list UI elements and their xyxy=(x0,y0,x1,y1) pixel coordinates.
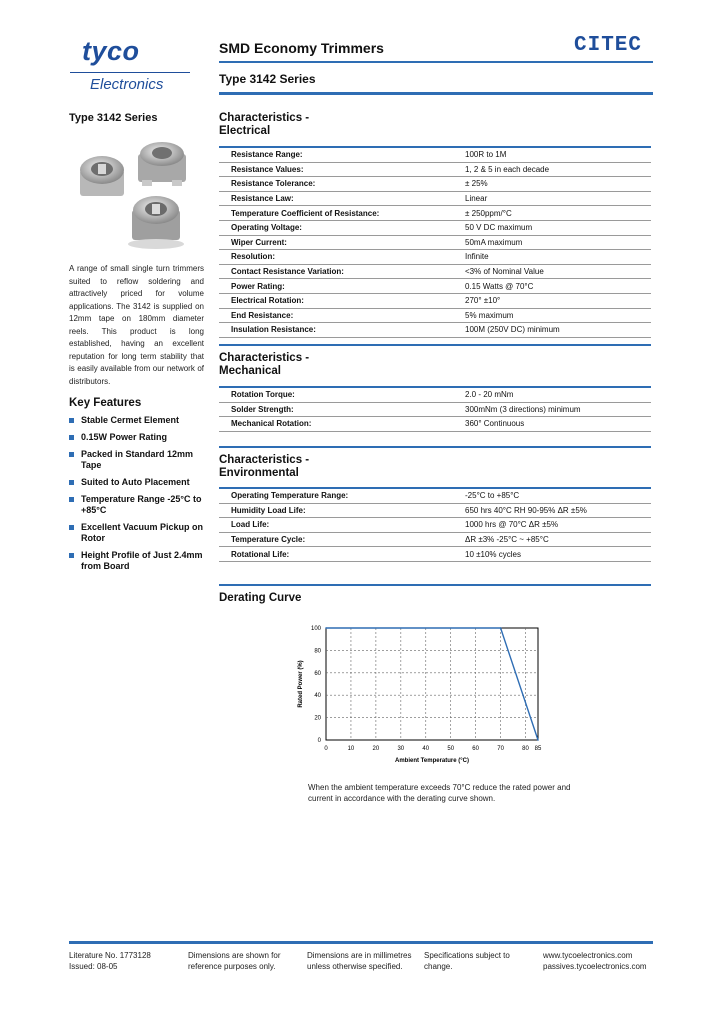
spec-row xyxy=(219,177,651,192)
spec-label: Humidity Load Life: xyxy=(219,503,453,518)
spec-row xyxy=(219,220,651,235)
spec-value: Linear xyxy=(453,191,651,206)
spec-value: <3% of Nominal Value xyxy=(453,264,651,279)
footer-line: Dimensions are in millimetres xyxy=(307,951,412,960)
spec-row xyxy=(219,191,651,206)
section-rule xyxy=(219,446,651,448)
y-tick-label: 0 xyxy=(317,738,321,744)
spec-value: ± 25% xyxy=(453,177,651,192)
spec-value: 100R to 1M xyxy=(453,147,651,162)
derating-point xyxy=(537,739,539,741)
spec-row xyxy=(219,264,651,279)
footer-literature xyxy=(69,950,151,972)
spec-value: 360° Continuous xyxy=(453,417,651,432)
product-photo-icon xyxy=(70,140,210,260)
spec-row xyxy=(219,532,651,547)
tyco-logo: tyco xyxy=(82,36,140,66)
spec-value: 5% maximum xyxy=(453,308,651,323)
spec-row xyxy=(219,293,651,308)
section-rule xyxy=(219,584,651,586)
footer-line: Specifications subject to xyxy=(424,951,510,960)
spec-label: Mechanical Rotation: xyxy=(219,417,453,432)
footer-line: Literature No. 1773128 xyxy=(69,951,151,960)
footer-line: change. xyxy=(424,962,453,971)
key-feature-item: 0.15W Power Rating xyxy=(69,432,209,443)
spec-row xyxy=(219,518,651,533)
spec-label: Resistance Tolerance: xyxy=(219,177,453,192)
x-tick-label: 50 xyxy=(447,746,455,752)
y-tick-label: 100 xyxy=(310,626,321,632)
spec-row xyxy=(219,279,651,294)
spec-value: 270° ±10° xyxy=(453,293,651,308)
page-title: SMD Economy Trimmers xyxy=(219,40,384,56)
footer-dimensions-note xyxy=(188,950,280,972)
spec-label: Resolution: xyxy=(219,250,453,265)
derating-chart xyxy=(290,620,550,770)
spec-label: End Resistance: xyxy=(219,308,453,323)
y-tick-label: 60 xyxy=(314,670,321,677)
electrical-section-title xyxy=(219,112,309,138)
section-title-line: Characteristics - xyxy=(219,352,310,364)
y-axis-label: Rated Power (%) xyxy=(298,660,304,708)
key-feature-item: Stable Cermet Element xyxy=(69,415,209,426)
y-tick-label: 20 xyxy=(314,715,321,722)
footer-spec-note xyxy=(424,950,510,972)
derating-point xyxy=(500,627,502,629)
spec-label: Operating Temperature Range: xyxy=(219,488,453,503)
spec-label: Contact Resistance Variation: xyxy=(219,264,453,279)
header-rule xyxy=(219,61,653,63)
spec-row xyxy=(219,162,651,177)
x-axis-label: Ambient Temperature (°C) xyxy=(395,758,469,764)
citec-logo: CITEC xyxy=(574,34,643,57)
x-tick-label: 20 xyxy=(372,746,380,752)
spec-value: 650 hrs 40°C RH 90-95% ΔR ±5% xyxy=(453,503,651,518)
x-tick-label: 40 xyxy=(422,746,430,752)
section-title-line: Characteristics - xyxy=(219,112,310,124)
key-features-list xyxy=(69,415,209,578)
footer-line: reference purposes only. xyxy=(188,962,276,971)
spec-row xyxy=(219,488,651,503)
product-description: A range of small single turn trimmers suited to reflow soldering and attractively priced for volume applications. The 3142 is supplied on 12mm tape on 180mm diameter reels. This product is long established, having an excellent reputation for long term stability that is easily available from our network of distributors. xyxy=(69,264,204,386)
spec-row xyxy=(219,308,651,323)
footer-rule xyxy=(69,941,653,944)
electrical-spec-table xyxy=(219,146,651,338)
spec-row xyxy=(219,387,651,402)
spec-row xyxy=(219,547,651,562)
series-title: Type 3142 Series xyxy=(69,112,158,124)
environmental-spec-table xyxy=(219,487,651,562)
website-link[interactable]: passives.tycoelectronics.com xyxy=(543,962,647,971)
spec-label: Power Rating: xyxy=(219,279,453,294)
spec-label: Insulation Resistance: xyxy=(219,323,453,338)
y-tick-label: 80 xyxy=(314,648,321,655)
x-tick-label: 70 xyxy=(497,746,504,752)
spec-row xyxy=(219,235,651,250)
section-title-line: Mechanical xyxy=(219,365,281,377)
spec-label: Resistance Values: xyxy=(219,162,453,177)
spec-row xyxy=(219,206,651,221)
page-subtitle: Type 3142 Series xyxy=(219,72,316,86)
spec-value: -25°C to +85°C xyxy=(453,488,651,503)
spec-label: Resistance Range: xyxy=(219,147,453,162)
spec-row xyxy=(219,323,651,338)
section-title-line: Characteristics - xyxy=(219,454,310,466)
spec-label: Solder Strength: xyxy=(219,402,453,417)
key-feature-item: Height Profile of Just 2.4mm from Board xyxy=(69,550,209,572)
mechanical-spec-table xyxy=(219,386,651,432)
section-rule xyxy=(219,344,651,346)
section-title-line: Electrical xyxy=(219,125,271,137)
footer-line: Dimensions are shown for xyxy=(188,951,281,960)
spec-row xyxy=(219,503,651,518)
spec-value: 1, 2 & 5 in each decade xyxy=(453,162,651,177)
spec-label: Temperature Cycle: xyxy=(219,532,453,547)
spec-value: 2.0 - 20 mNm xyxy=(453,387,651,402)
x-tick-label: 10 xyxy=(347,746,355,752)
spec-value: 100M (250V DC) minimum xyxy=(453,323,651,338)
spec-value: ΔR ±3% -25°C ~ +85°C xyxy=(453,532,651,547)
spec-value: 0.15 Watts @ 70°C xyxy=(453,279,651,294)
spec-label: Rotation Torque: xyxy=(219,387,453,402)
logo-divider xyxy=(70,72,190,73)
derating-note: When the ambient temperature exceeds 70°C reduce the rated power and current in accordance with the derating curve shown. xyxy=(308,783,571,803)
y-tick-label: 40 xyxy=(314,693,321,700)
spec-value: Infinite xyxy=(453,250,651,265)
mechanical-section-title xyxy=(219,352,309,378)
spec-value: 50 V DC maximum xyxy=(453,220,651,235)
spec-row xyxy=(219,402,651,417)
footer-line: Issued: 08-05 xyxy=(69,962,118,971)
spec-value: ± 250ppm/°C xyxy=(453,206,651,221)
key-feature-item: Excellent Vacuum Pickup on Rotor xyxy=(69,522,209,544)
x-tick-label: 30 xyxy=(397,746,405,752)
subtitle-rule xyxy=(219,92,653,95)
section-title-line: Environmental xyxy=(219,467,299,479)
spec-label: Wiper Current: xyxy=(219,235,453,250)
spec-value: 10 ±10% cycles xyxy=(453,547,651,562)
spec-label: Load Life: xyxy=(219,518,453,533)
spec-value: 50mA maximum xyxy=(453,235,651,250)
x-tick-label: 0 xyxy=(324,746,328,752)
spec-label: Resistance Law: xyxy=(219,191,453,206)
environmental-section-title xyxy=(219,454,309,480)
footer-units-note xyxy=(307,950,411,972)
spec-value: 1000 hrs @ 70°C ΔR ±5% xyxy=(453,518,651,533)
website-link[interactable]: www.tycoelectronics.com xyxy=(543,951,633,960)
spec-row xyxy=(219,147,651,162)
electronics-logo-text: Electronics xyxy=(90,76,164,93)
key-feature-item: Packed in Standard 12mm Tape xyxy=(69,449,209,471)
footer-line: unless otherwise specified. xyxy=(307,962,403,971)
x-tick-label: 80 xyxy=(522,746,529,752)
spec-row xyxy=(219,250,651,265)
spec-label: Electrical Rotation: xyxy=(219,293,453,308)
footer-links xyxy=(543,950,647,972)
key-feature-item: Temperature Range -25°C to +85°C xyxy=(69,494,209,516)
x-tick-label: 60 xyxy=(472,746,479,752)
key-features-title: Key Features xyxy=(69,397,142,409)
spec-label: Operating Voltage: xyxy=(219,220,453,235)
x-tick-label: 85 xyxy=(534,746,542,752)
spec-row xyxy=(219,417,651,432)
spec-label: Temperature Coefficient of Resistance: xyxy=(219,206,453,221)
key-feature-item: Suited to Auto Placement xyxy=(69,477,209,488)
spec-value: 300mNm (3 directions) minimum xyxy=(453,402,651,417)
derating-point xyxy=(325,627,327,629)
derating-curve-title: Derating Curve xyxy=(219,592,302,604)
spec-label: Rotational Life: xyxy=(219,547,453,562)
